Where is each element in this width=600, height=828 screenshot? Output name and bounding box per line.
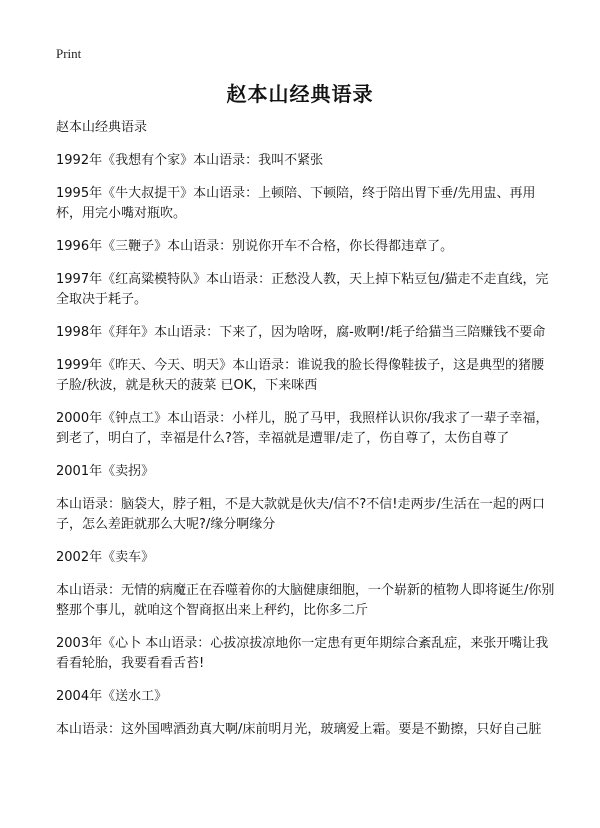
heading-2004: 2004年《送水工》 — [56, 689, 168, 704]
paragraph-1992: 1992年《我想有个家》本山语录：我叫不紧张 — [56, 153, 324, 168]
paragraph-1998: 1998年《拜年》本山语录：下来了，因为啥呀，腐-败啊!/耗子给猫当三陪赚钱不要命 — [56, 325, 546, 340]
paragraph-1996: 1996年《三鞭子》本山语录：别说你开车不合格，你长得都违章了。 — [56, 239, 454, 254]
paragraph-2004: 本山语录：这外国啤酒劲真大啊/床前明月光，玻璃爱上霜。要是不勤擦，只好自己脏 — [56, 722, 542, 737]
paragraph-2002: 本山语录：无情的病魔正在吞噬着你的大脑健康细胞，一个崭新的植物人即将诞生/你别整那个事儿，就咱这个智商抠出来上秤约，比你多二斤 — [56, 583, 555, 618]
paragraph-1999: 1999年《昨天、今天、明天》本山语录：谁说我的脸长得像鞋拔子，这是典型的猪腰子脸/秋波，就是秋天的菠菜 已OK，下来咪西 — [56, 358, 545, 393]
document-title: 赵本山经典语录 — [226, 82, 374, 106]
print-label: Print — [56, 46, 82, 61]
document-body — [56, 118, 556, 753]
heading-2001: 2001年《卖拐》 — [56, 464, 155, 479]
paragraph-2003: 2003年《心卜 本山语录：心拔凉拔凉地你一定患有更年期综合紊乱症，来张开嘴让我看看轮胎，我要看看舌苔! — [56, 636, 549, 671]
paragraph-2001: 本山语录：脑袋大，脖子粗，不是大款就是伙夫/信不?不信!走两步/生活在一起的两口子，怎么差距就那么大呢?/缘分啊缘分 — [56, 497, 545, 532]
paragraph-1997: 1997年《红高粱模特队》本山语录：正愁没人教，天上掉下粘豆包/猫走不走直线，完全取决于耗子。 — [56, 272, 549, 307]
paragraph-2000: 2000年《钟点工》本山语录：小样儿，脱了马甲，我照样认识你/我求了一辈子幸福，到老了，明白了，幸福是什么?答，幸福就是遭罪/走了，伤自尊了，太伤自尊了 — [56, 411, 549, 446]
paragraph-subtitle: 赵本山经典语录 — [56, 120, 148, 135]
paragraph-1995: 1995年《牛大叔提干》本山语录：上顿陪、下顿陪，终于陪出胃下垂/先用盅、再用杯，用完小嘴对瓶吹。 — [56, 186, 536, 221]
heading-2002: 2002年《卖车》 — [56, 550, 155, 565]
